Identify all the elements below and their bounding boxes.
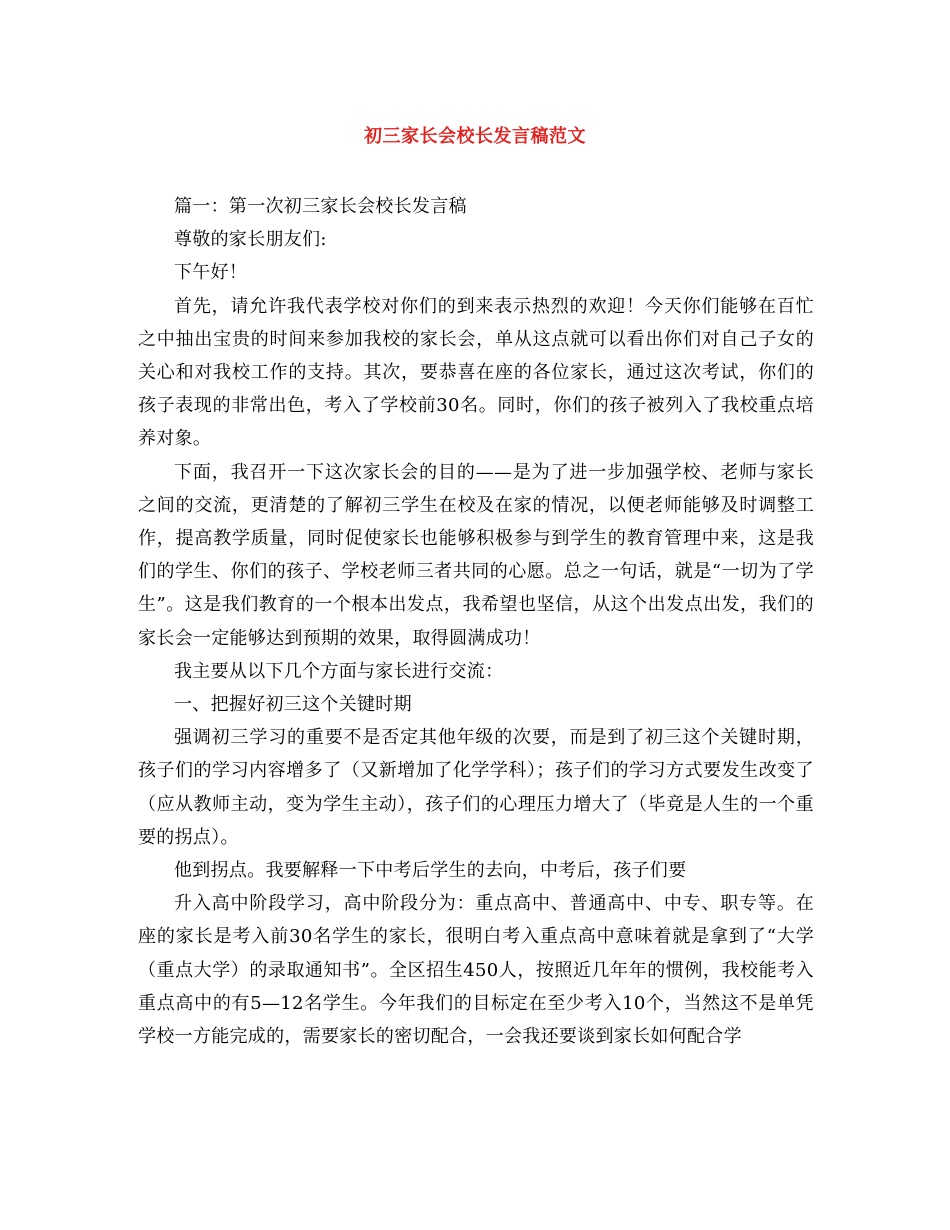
- document-body: [138, 190, 814, 1053]
- subheading-key-period: 一、把握好初三这个关键时期: [174, 694, 412, 716]
- salutation: 尊敬的家长朋友们:: [174, 229, 327, 251]
- paragraph-intro-topics: 我主要从以下几个方面与家长进行交流：: [174, 660, 504, 682]
- paragraph-turning-point: 他到拐点。我要解释一下中考后学生的去向，中考后，孩子们要: [174, 860, 687, 882]
- paragraph-importance: 强调初三学习的重要不是否定其他年级的次要，而是到了初三这个关键时期，孩子们的学习内容增多了（又新增加了化学学科）；孩子们的学习方式要发生改变了（应从教师主动，变为学生主动），孩子们的心理压力增大了（毕竟是人生的一个重要的拐点）。: [138, 727, 814, 848]
- paragraph-high-school: 升入高中阶段学习，高中阶段分为：重点高中、普通高中、中专、职专等。在座的家长是考入前30名学生的家长，很明白考入重点高中意味着就是拿到了“大学（重点大学）的录取通知书”。全区招生450人，按照近几年年的惯例，我校能考入重点高中的有5—12名学生。今年我们的目标定在至少考入10个，当然这不是单凭学校一方能完成的，需要家长的密切配合，一会我还要谈到家长如何配合学: [138, 893, 814, 1048]
- section-heading: 篇一：第一次初三家长会校长发言稿: [174, 196, 467, 217]
- paragraph-purpose: 下面，我召开一下这次家长会的目的——是为了进一步加强学校、老师与家长之间的交流，更清楚的了解初三学生在校及在家的情况，以便老师能够及时调整工作，提高教学质量，同时促使家长也能够积极参与到学生的教育管理中来，这是我们的学生、你们的孩子、学校老师三者共同的心愿。总之一句话，就是“一切为了学生”。这是我们教育的一个根本出发点，我希望也坚信，从这个出发点出发，我们的家长会一定能够达到预期的效果，取得圆满成功！: [138, 461, 814, 649]
- paragraph-welcome: 首先，请允许我代表学校对你们的到来表示热烈的欢迎！今天你们能够在百忙之中抽出宝贵的时间来参加我校的家长会，单从这点就可以看出你们对自己子女的关心和对我校工作的支持。其次，要恭喜在座的各位家长，通过这次考试，你们的孩子表现的非常出色，考入了学校前30名。同时，你们的孩子被列入了我校重点培养对象。: [138, 295, 814, 450]
- greeting: 下午好！: [174, 262, 248, 284]
- document-title: 初三家长会校长发言稿范文: [364, 126, 586, 147]
